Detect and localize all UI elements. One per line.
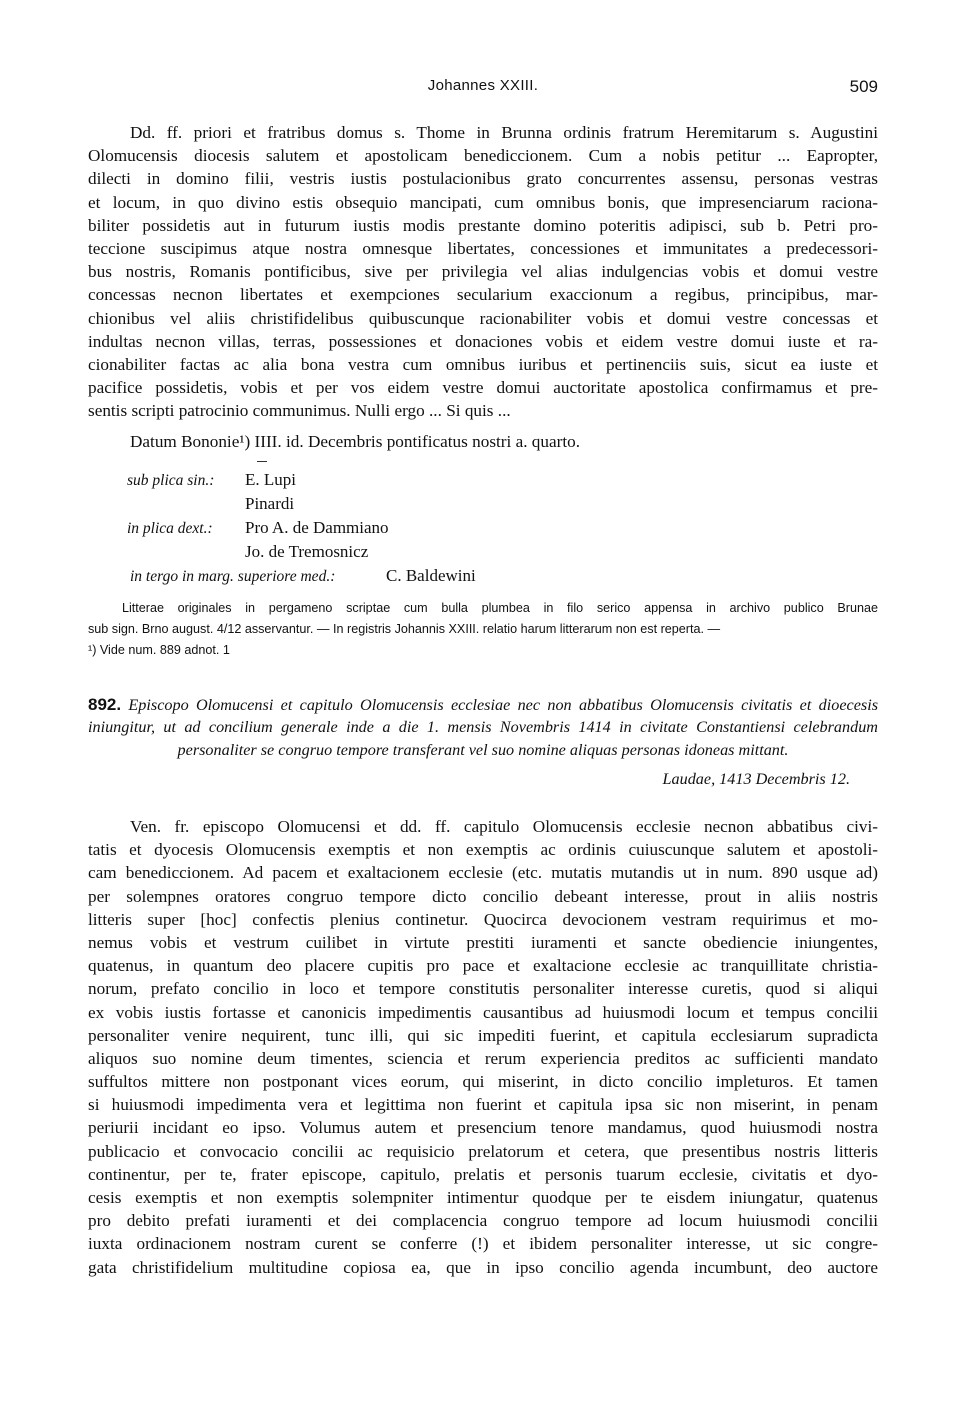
body-line: pro debito prefati iuramenti et dei complacencia congruo tempore ad locum huiusmodi concilii [88, 1211, 878, 1231]
body-line: per solempnes oratores congruo tempore dicto concilio debeant interesse, prout in aliis nostris [88, 886, 878, 906]
body-line: Olomucensis diocesis salutem et apostolicam benediccionem. Cum a nobis petitur ... Eapropter, [88, 146, 878, 166]
sub-plica-name-2: Pinardi [245, 494, 295, 513]
datum-line: Datum Bononie¹) IIII. id. Decembris pontificatus nostri a. quarto. [130, 432, 581, 451]
sub-plica-name-1: E. Lupi [245, 470, 296, 489]
regest-number: 892. [88, 695, 122, 714]
footnotes [88, 598, 878, 661]
document-892-body [88, 815, 878, 1279]
in-plica-label: in plica dext.: [127, 520, 213, 537]
body-line: personaliter venire nequirent, tunc illi, qui sic impediti fuerint, et capitula ecclesiarum supradicta [88, 1025, 878, 1045]
note-line: sub sign. Brno august. 4/12 asservantur. — In registris Johannis XXIII. relatio harum litterarum non est reperta. — [88, 622, 721, 636]
running-title: Johannes XXIII. [427, 77, 539, 94]
regest-line-1 [88, 693, 878, 716]
body-line: cionabiliter factas ac alia bona vestra cum omnibus iuribus et pertinenciis suis, sicut ea iuste et [88, 354, 878, 374]
regest-text-1: Episcopo Olomucensi et capitulo Olomucensis ecclesiae nec non abbatibus Olomucensis civitatis et dioecesis [128, 696, 878, 714]
in-tergo-name: C. Baldewini [386, 566, 476, 585]
body-line: nemus vobis et vestrum cuilibet in virtute prestiti iuramenti et sancte obediencie iniungentes, [88, 932, 878, 952]
running-head [88, 77, 878, 99]
body-line: continentur, per te, frater episcope, capitulo, prelatis et personis tuarum ecclesie, civitatis et dyo- [88, 1164, 878, 1184]
regest-heading [88, 693, 878, 762]
in-plica-name-2: Jo. de Tremosnicz [245, 542, 369, 561]
in-tergo-label: in tergo in marg. superiore med.: [130, 568, 336, 585]
body-line: aliquos suo nomine deum timentes, sciencia et rerum experiencia preditos ac sufficienti mandato [88, 1048, 878, 1068]
body-line: cesis exemptis et non exemptis solempniter intimentur quodque per te eisdem iniungatur, quatenus [88, 1188, 878, 1207]
in-plica-name-1: Pro A. de Dammiano [245, 518, 389, 537]
body-line: si huiusmodi impedimenta vera et legittima non fuerint et capitula ipsa sic non miserint, in penam [88, 1095, 878, 1115]
place-date: Laudae, 1413 Decembris 12. [662, 770, 850, 788]
body-line: bus nostris, Romanis pontificibus, sive per privilegia vel alias indulgencias vobis et domui vestre [88, 262, 878, 282]
document-891-body [88, 121, 878, 422]
body-line: concessas necnon libertates et exempciones secularium exaccionum a regibus, principibus, mar- [88, 285, 878, 305]
body-line: teccione suscipimus atque nostra omnesque libertates, concessiones et immunitates a predecessori- [88, 238, 878, 258]
body-line: periurii incidant eo ipso. Volumus autem et presencium tenore mandamus, quod huiusmodi nostra [88, 1118, 878, 1138]
body-line: quatenus, in quantum deo placere cupitis pro pace et exaltacione ecclesie ac tranquillitate christia- [88, 956, 878, 976]
body-line: biliter possidetis aut in futurum iustis modis prestante domino poteritis adipisci, sub b. Petri pro- [88, 215, 878, 235]
body-line: sentis scripti patrocinio communimus. Nulli ergo ... Si quis ... [88, 401, 511, 421]
body-line: norum, prefato concilio in loco et tempore constitutis personaliter interesse curetis, quod si aliqui [88, 979, 878, 999]
page-number: 509 [849, 77, 878, 96]
sub-plica-label: sub plica sin.: [127, 472, 215, 489]
body-line: publicacio et convocacio concilii ac requisicio prelatorum et cetera, que presentibus nostris litteris [88, 1141, 878, 1161]
abbreviation-mark [257, 461, 267, 462]
body-line: gata christifidelium multitudine copiosa ea, que in ipso concilio agenda incumbunt, deo auctore [88, 1257, 878, 1277]
body-line: iuxta ordinacionem nostram curent se conferre (!) et ibidem personaliter interesse, ut sic congre- [88, 1234, 878, 1254]
body-line: dilecti in domino filii, vestris iustis postulacionibus grato concurrentes assensu, personas vestras [88, 169, 878, 189]
body-line: tatis et dyocesis Olomucensis exemptis et non exemptis ac ordinis cuiuscunque salutem et apostoli- [88, 840, 878, 860]
body-line: cam benediccionem. Ad pacem et exaltacionem ecclesie (etc. mutatis mutandis ut in num. 890 usque ad) [88, 863, 878, 883]
body-line: et locum, in quo divino estis obsequio mancipati, cum omnibus bonis, que impresenciarum raciona- [88, 192, 878, 212]
note-line: Litterae originales in pergameno scriptae cum bulla plumbea in filo serico appensa in archivo publico Brunae [122, 601, 878, 615]
body-line: Ven. fr. episcopo Olomucensi et dd. ff. capitulo Olomucensis ecclesie necnon abbatibus civi- [130, 817, 878, 836]
regest-line-3: personaliter se congruo tempore transferant vel suo nomine aliquas personas idoneas mittant. [177, 741, 789, 759]
regest-line-2: iniungitur, ut ad concilium generale inde a die 1. mensis Novembris 1414 in civitate Constantiensi celebrandum [88, 718, 878, 736]
body-line: chionibus vel aliis christifidelibus quibuscunque racionabiliter vobis et domui vestre concessas et [88, 308, 878, 328]
body-line: suffultos mittere non postponant vices eorum, qui miserint, in dicto concilio impleturos. Et tamen [88, 1072, 878, 1092]
body-line: ex vobis iustis fortasse et canonicis impedimentis causantibus ad huiusmodi locum et tempus concilii [88, 1002, 878, 1022]
body-line: Dd. ff. priori et fratribus domus s. Thome in Brunna ordinis fratrum Heremitarum s. Augustini [130, 123, 878, 142]
footnote-line: ¹) Vide num. 889 adnot. 1 [88, 643, 230, 657]
body-line: indultas necnon villas, terras, possessiones et donaciones vobis et eidem vestre domui iuste et ra- [88, 331, 878, 351]
body-line: pacifice possidetis, vobis et per vos eidem vestre domui auctoritate apostolica confirmamus et pre- [88, 378, 878, 398]
body-line: litteris super [hoc] confectis plenius continetur. Quocirca devocionem vestram requirimus et mo- [88, 909, 878, 929]
